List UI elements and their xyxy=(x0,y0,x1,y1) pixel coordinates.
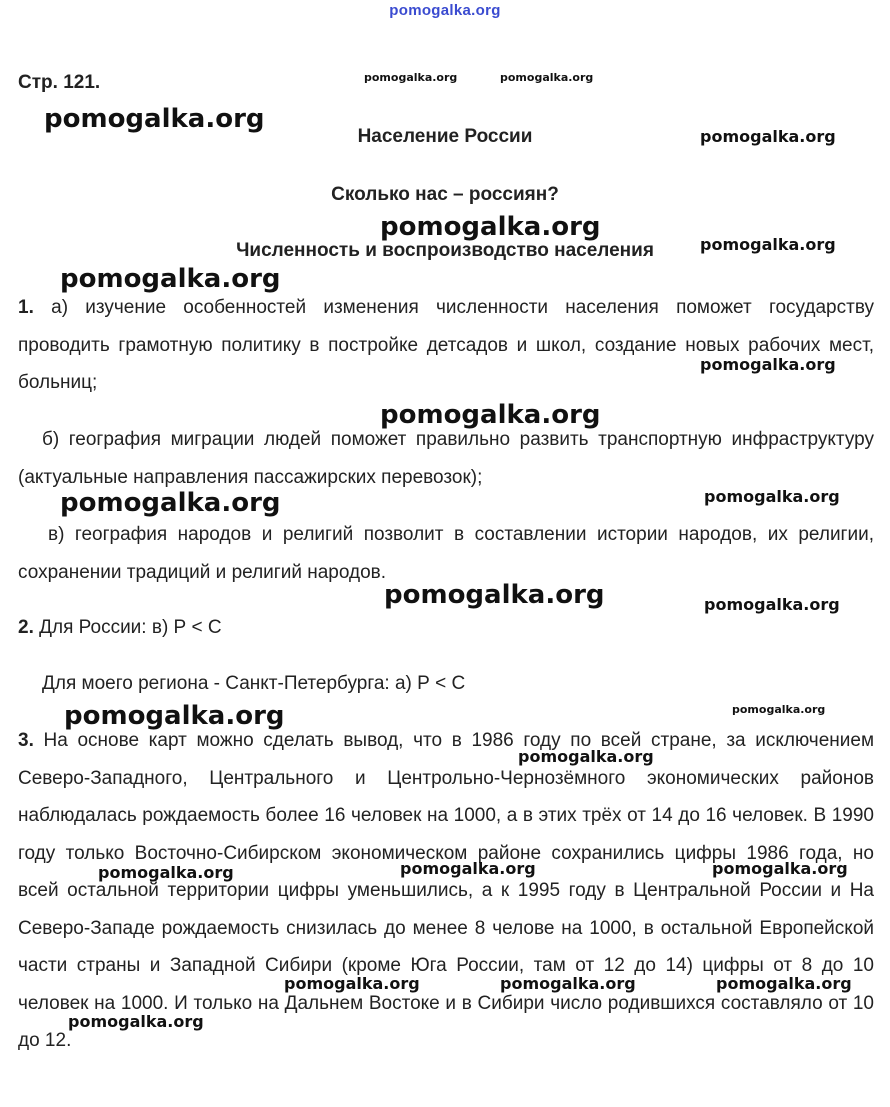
watermark-medium: pomogalka.org xyxy=(500,974,636,993)
watermark-large: pomogalka.org xyxy=(384,580,605,610)
watermark-large: pomogalka.org xyxy=(60,488,281,518)
watermark-large: pomogalka.org xyxy=(44,104,265,134)
answer-2-russia xyxy=(18,617,222,639)
watermark-large: pomogalka.org xyxy=(380,400,601,430)
answer-1-a-text: а) изучение особенностей изменения численности населения поможет государству проводить грамотную политику в постройке детсадов и школ, создание новых рабочих мест, больниц; xyxy=(18,297,874,393)
answer-1-b: б) география миграции людей поможет правильно развить транспортную инфраструктуру (актуальные направления пассажирских перевозок); xyxy=(18,429,874,488)
page-label: Стр. 121. xyxy=(18,72,101,93)
watermark-large: pomogalka.org xyxy=(60,264,281,294)
watermark-medium: pomogalka.org xyxy=(518,747,654,766)
watermark-medium: pomogalka.org xyxy=(700,127,836,146)
watermark-medium: pomogalka.org xyxy=(712,859,848,878)
topic-heading: Сколько нас – россиян? xyxy=(331,184,559,205)
watermark-small: pomogalka.org xyxy=(364,71,458,84)
answer-3 xyxy=(18,722,874,1060)
answer-2-russia-text: Для России: в) Р < С xyxy=(39,617,222,638)
answer-2-region: Для моего региона - Санкт-Петербурга: а) Р < С xyxy=(42,673,466,694)
subtopic-heading: Численность и воспроизводство населения xyxy=(236,240,654,261)
watermark-medium: pomogalka.org xyxy=(400,859,536,878)
watermark-medium: pomogalka.org xyxy=(98,863,234,882)
answer-1-a xyxy=(18,289,874,402)
watermark-medium: pomogalka.org xyxy=(68,1012,204,1031)
watermark-large: pomogalka.org xyxy=(380,212,601,242)
answer-1-c: в) география народов и религий позволит в составлении истории народов, их религии, сохранении традиций и религий народов. xyxy=(18,524,874,583)
watermark-medium: pomogalka.org xyxy=(704,595,840,614)
watermark-medium: pomogalka.org xyxy=(716,974,852,993)
watermark-medium: pomogalka.org xyxy=(284,974,420,993)
answer-2-number: 2. xyxy=(18,617,34,638)
section-heading: Население России xyxy=(357,126,533,147)
answer-1-number: 1. xyxy=(18,297,34,318)
watermark-medium: pomogalka.org xyxy=(700,355,836,374)
watermark-small: pomogalka.org xyxy=(732,703,826,716)
watermark-small: pomogalka.org xyxy=(500,71,594,84)
watermark-large: pomogalka.org xyxy=(64,701,285,731)
answer-3-text: На основе карт можно сделать вывод, что в 1986 году по всей стране, за исключением Северо-Западного, Центрального и Центрольно-Чернозёмного экономических районов наблюдалась рождаемость более 16 человек на 1000, а в этих трёх от 14 до 16 человек. В 1990 году только Восточно-Сибирском экономическом районе сохранились цифры 1986 года, но всей остальной территории цифры уменьшились, а к 1995 году в Центральной России и На Северо-Западе рождаемость снизилась до менее 8 челове на 1000, в остальной Европейской части страны и Западной Сибири (кроме Юга России, там от 12 до 14) цифры от 8 до 10 человек на 1000. И только на Дальнем Востоке и в Сибири число родившихся составляло от 10 до 12. xyxy=(18,730,875,1051)
answer-3-number: 3. xyxy=(18,730,34,751)
watermark-medium: pomogalka.org xyxy=(700,235,836,254)
top-watermark: pomogalka.org xyxy=(389,2,501,19)
watermark-medium: pomogalka.org xyxy=(704,487,840,506)
